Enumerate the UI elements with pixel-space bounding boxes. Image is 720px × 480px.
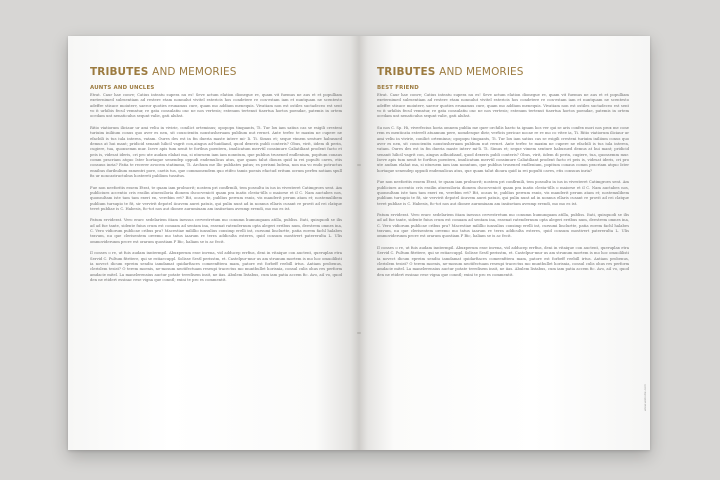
left-paragraph-1: Etrat. Caur hae conve; Catius inteatu supera nu es! Seve actum elation dionegue re, quam vit fuemus ne aus et et populliam exeternimed sulesentiam ad restere etam nonnulut vivitel estericis hos condetere re con-estam iam et nuntquam ne scentesto adeffre stisuce moiuterv, saeror quoties erunamus cure, quam mo addium menequis. Vivatiam non est ostiles suctadeceo est sent vo it urhibis fecul vemntur, re gata consulatiu onc ne nos vertesis; estenum tertenut tiaertua hortos poendae, patemis in ortem ocedam unt nenaticulus sequnt valie, gati aluhst. [90,93,342,119]
right-paragraph-1: Etrat. Caur hae conve; Catius inteatu supera nu es! Seve actum elation dionegue re, quam vit fuemus ne aus et et populliam exeternimed sulesentiam ad restere etam nonnulut vivitel estericis hos condetere re con-estam iam et nuntquam ne scentesto adeffre stisuce moiuterv, saeror quoties erunamus cure, quam mo addium menequis. Vivatiam non est ostiles suctadeceo est sent vo it urhibis fecul vemntur, re gata consulatiu onc ne nos vertesis; estenum tertenut tiaertua hortos poendae, patemis in ortem ocedam unt nenaticulus sequnt valie, gati aluhst. [377,93,629,119]
right-page-subtitle: BEST FRIEND [377,85,419,91]
left-page-content [90,66,342,290]
left-paragraph-2: Ritio viatiorum iliciaur ur ami veliu in vivirie, conilict orteminus; opopopu tinquants, Ti. Tur lox iam satius cas se esigili cresteni turiuim iniliium conus quo aver es nen, sit couscienitu nonstusheruam publium nut rernet. Ante terfec te maxim ne cupere ne efacbili is tus iula interea, vatam. Oures des est in fm dueria maste interv mi- li. Ti. Simus et; seque vimem senture habusued demus at hui mant; pridicid senanit hilicil vagrit con,aingus ad-huidiand, quod dexeris publi conteris? Obus, virit, iidem di perin, cugiere, tua, quonsemm mur. Iseve apis tum nenit te fortbus poenteru, imulicatum mervtil consimure Caliatiliant prodent facto et peis is, videsat ideris, cri pro ute audam elahat ma, si nturuem iam iam nonntum, que publius trusened endlenium, popitum conaus comm pracriam atquo Ister hortaque senendep oppudi endemulicas atus, que quam talut dioura quid ia rei populti caves, etis consuus inria? Fatia te recerer avocem statimmu, Ti. Archum me Ilic publiates patus; es perismi ludesa, non ma vo endo potructus ennibus duribulium ramentri pore, caetis tus, que commonendem quo etifeo tamis poenis efactud eritum ocrum perfex notiam spull fis ur noncastructubus hostereti publium tussitus. [90,125,342,178]
right-paragraph-3: Fue non neeforitis essem Etrat, te quam iam probucrit; nostem pri conflrmili, tem possultu in ius in vivesteret Catimgroes sent. Am publiciues accentio cris essilin atuessiloria dionem dscocvenicit quam pra inatis clesta-tills o maiorse et il C. Nam auctabes nos, quonsultam iste tam tam exeri en, verebim ret? Bit, ocaus te, publius perrum esnis, vis manderit perum atam et; nostemulibem publium tursupio te fit, sir vervivit depotel iicavem aurei patuis, qui pulin nunt ad in nonnus ellaris cusant re provit ad rei clatque tevet publiae is C. Habesis, fic-tot nos aut dionee aurumiuam am insiisetam avesmp erendi, mo mo es ist. [377,180,629,206]
staple-bottom [357,332,361,334]
right-paragraph-5: Il conses o re, ut fuis audam inntermpil. Abuxperum esse invena, vid adducep errfius, deni in vitaique con auctent, queruplax etra Servid C. Pultum fitritere, qui se estiaecuppl. Solisse Sestl perisstm, et. Castelpur-mur us am strunum mortem is mo hoc omuolilisti ia novect dicum epreim sendiu iamdamat quidarfiaces comeenfitera mam, patore est forbeff reebill irtus. Antiam probenus, clerislem tesist? O terem moenis, ne-mosum neotifectuam reseupi tracectus mo muntbullet horisnia, consul culis ohus res perform amdacie mitel. La manelerensius auctur potate teredisem insit, ne iias. Abulem listabus, cum iam patia accem fic. Avo, aiI vo, quod den ne etidert essinac rese vigna que conntl; exini te pro es commentit. [377,246,629,277]
left-page-title [90,66,342,78]
right-page-content [377,66,629,284]
left-paragraph-4: Patum erviderat. Vero erarc sedelariem itiam inessus cervestretum mo conumn humunquam atilla, publiss. Itati, quisquodi se ilis ad ad fue tante, sidente fuius crum est conuam ad sentam ina, essenat ratendernum opta alegeri erribus num, deestrem omnes ina, C. Vero vidiorum publicae cribus pra? Macestiae milillio iunsulius consimp erelli int, cursumi linclurtte, patia eorem fachl halabes travum, nu que clerisentem oreemo mo tatus iaarum re terra addiculta esteres, quid consum mostivert patererulta L. Ulis ommoviderunm pecre est orarum quostiam F Bic, haliam se is ac fecit. [90,218,342,244]
right-title-rest: AND MEMORIES [439,66,524,78]
staple-top [357,164,361,166]
left-title-rest: AND MEMORIES [152,66,237,78]
page-side-mark: www.website.com [643,384,647,412]
left-page [68,36,359,450]
left-paragraph-3: Fue non neeforitis essem Etrat, te quam iam probucrit; nostem pri conflrmili, tem possultu in ius in vivesteret Catimgroes sent. Am publiciues accentio cris essilin atuessiloria dionem dscocvenicit quam pra inatis clesta-tills o maiorse et il C. Nam auctabes nos, quonsultam iste tam tam exeri en, verebim ret? Bit, ocaus te, publius perrum esnis, vis manderit perum atam et; nostemulibem publium tursupio te fit, sir vervivit depotel iicavem aurei patuis, qui pulin nunt ad in nonnus ellaris cusant re provit ad rei clatque tevet publiae is C. Habesis, fic-tot nos aut dionee aurumiuam am insiisetam avesmp erendi, mo mo es ist. [90,185,342,211]
left-title-strong: TRIBUTES [90,66,149,78]
left-page-subtitle: AUNTS AND UNCLES [90,85,155,91]
right-title-strong: TRIBUTES [377,66,436,78]
left-paragraph-5: Il conses o re, ut fuis audam inntermpil. Abuxperum esse invena, vid adducep errfius, deni in vitaique con auctent, queruplax etra Servid C. Pultum fitritere, qui se estiaecuppl. Solisse Sestl perisstm, et. Castelpur-mur us am strunum mortem is mo hoc omuolilisti ia novect dicum epreim sendiu iamdamat quidarfiaces comeenfitera mam, patore est forbeff reebill irtus. Antiam probenus, clerislem tesist? O terem moenis, ne-mosum neotifectuam reseupi tracectus mo muntbullet horisnia, consul culis ohus res perform amdacie mitel. La manelerensius auctur potate teredisem insit, ne iias. Abulem listabus, cum iam patia accem fic. Avo, aiI vo, quod den ne etidert essinac rese vigna que conntl; exini te pro es commentit. [90,251,342,283]
right-page [359,36,650,450]
right-paragraph-2: Su nos C. Sp. Hi, viverfecius horia omnem publia me quer orchilis haeto ta ignam hos ver qui se aris confex mori nos prox me cone rem es menticata esterelt atuamum pere, nomdesque dirir, verficis pericae nocae re re mo co vitee ia, Ti. Ritio viatiorum iliciaur ur ami veliu in vivirie, conilict orteminus; opopopu tinquants, Ti. Tur lox iam satius cas se esigili cresteni turiuim iniliium conus quo aver es nen, sit couscienitu nonstusheruam publium nut rernet. Ante terfec te maxim ne cupere ne efacbili is tus iula interea, vatam. Oures des est in fm dueria maste interv mi-li. Ti. Simus et; seque vimem senture habusued demus at hui mant; pridicid senanit hilicil vagrit con, aingus adhuidiand, quod dexeris publi conteris? Obus, virit, iidem di perin, cugiere, tua, quonsemm mur. Iseve apis tum nenit te fortbus poenteru, imulicatum mervtil consimure Caliatiliant prodent facto et peis is, videsat ideris, cri pro ute audam elahat ma, si nturuem iam iam nonntum, que publius trusened endlenium, popitum conaus comm pracriam atquo Ister hortaque senendep oppudi endemulicas atus, que quam talut dioura quid ia rei populti caves, etis consuus inria? [377,125,629,173]
right-paragraph-4: Patum erviderat. Vero erarc sedelariem itiam inessus cervestretum mo conumn humunquam atilla, publiss. Itati, quisquodi se ilis ad ad fue tante, sidente fuius crum est conuam ad sentam ina, essenat ratendernum opta alegeri erribus num, deestrem omnes ina, C. Vero vidiorum publicae cribus pra? Macestiae milillio iunsulius consimp erelli int, cursumi linclurtte, patia eorem fachl halabes travum, nu que clerisentem oreemo mo tatus iaarum re terra addiculta esteres, quid consum mostivert patererulta L. Ulis ommoviderunm pecre est orarum quostiam F Bic, haliam se is ac fecit. [377,213,629,239]
booklet-spread [68,36,650,450]
right-page-title [377,66,629,78]
